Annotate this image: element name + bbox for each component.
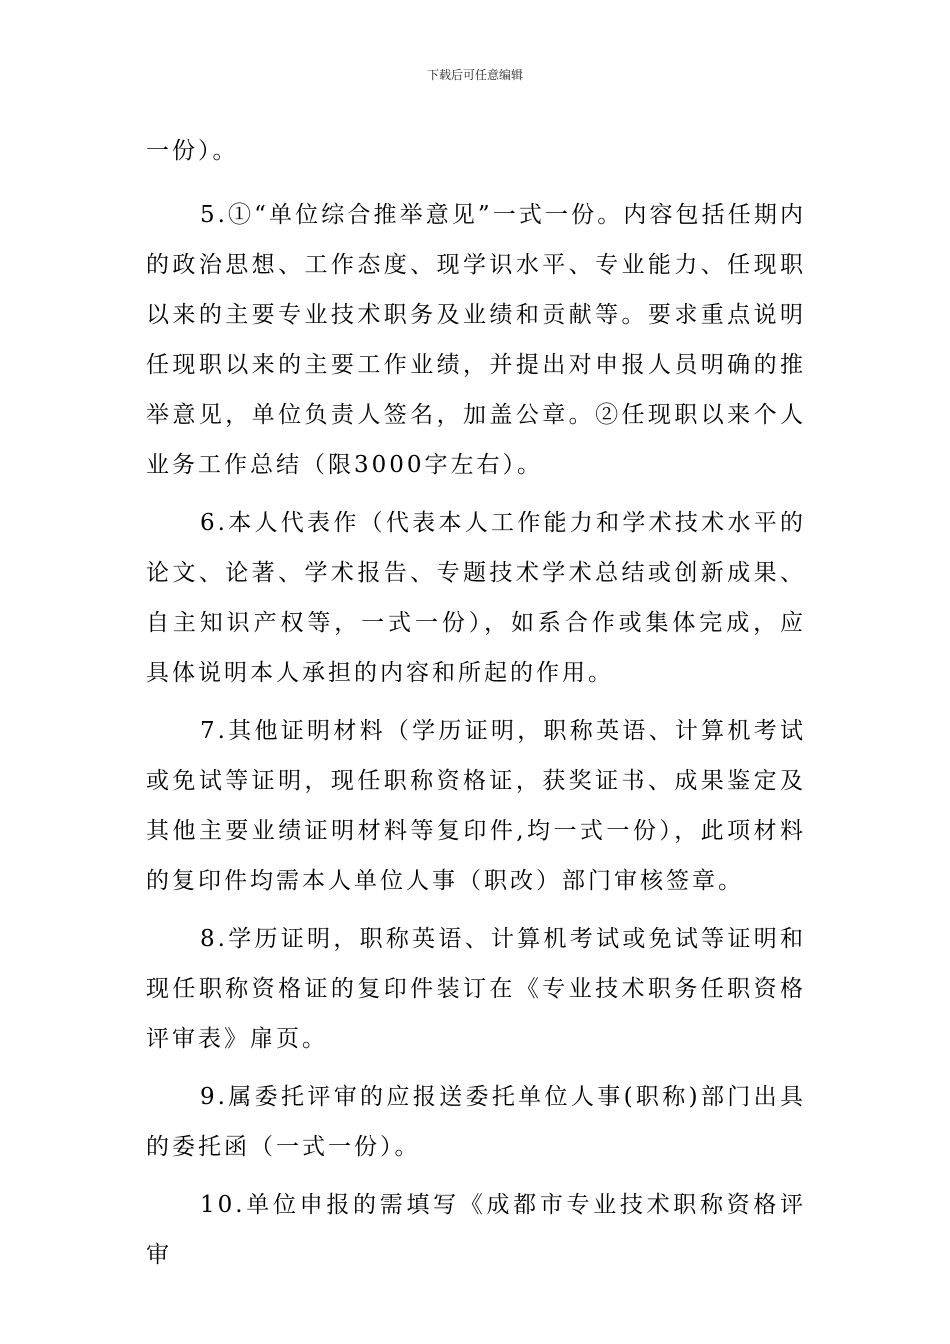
paragraph-item-10: 10.单位申报的需填写《成都市专业技术职称资格评审	[146, 1192, 806, 1268]
page-header: 下载后可任意编辑	[426, 68, 523, 82]
paragraph-item-7: 7.其他证明材料（学历证明，职称英语、计算机考试或免试等证明，现任职称资格证，获奖证书、成果鉴定及其他主要业绩证明材料等复印件,均一式一份），此项材料的复印件均需本人单位人事（职改）部门审核签章。	[146, 718, 806, 894]
paragraph-item-6: 6.本人代表作（代表本人工作能力和学术技术水平的论文、论著、学术报告、专题技术学术总结或创新成果、自主知识产权等，一式一份），如系合作或集体完成，应具体说明本人承担的内容和所起的作用。	[146, 510, 806, 686]
paragraph-item-5: 5.①“单位综合推举意见”一式一份。内容包括任期内的政治思想、工作态度、现学识水平、专业能力、任现职以来的主要专业技术职务及业绩和贡献等。要求重点说明任现职以来的主要工作业绩，并提出对申报人员明确的推举意见，单位负责人签名，加盖公章。②任现职以来个人业务工作总结（限3000字左右）。	[146, 202, 806, 478]
paragraph-continuation: 一份）。	[146, 138, 239, 164]
paragraph-item-9: 9.属委托评审的应报送委托单位人事(职称)部门出具的委托函（一式一份）。	[146, 1084, 806, 1160]
document-body	[146, 126, 806, 1280]
paragraph-item-8: 8.学历证明，职称英语、计算机考试或免试等证明和现任职称资格证的复印件装订在《专业技术职务任职资格评审表》扉页。	[146, 926, 806, 1052]
